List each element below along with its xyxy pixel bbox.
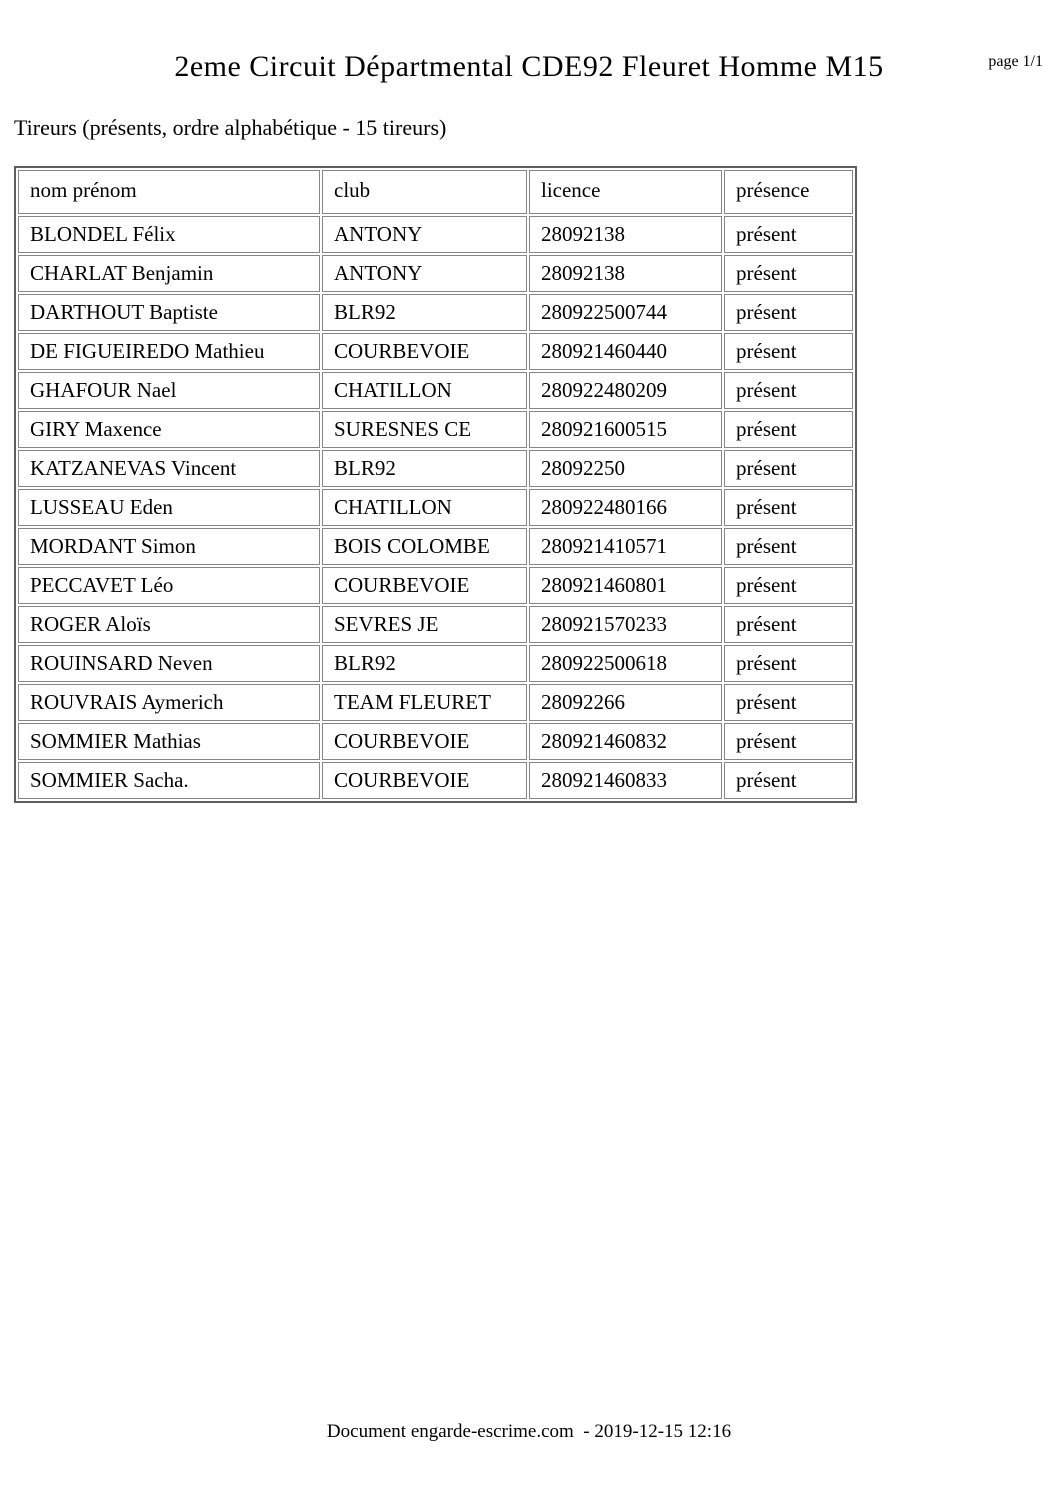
column-header-licence: licence — [529, 170, 722, 214]
cell-nom-prenom: DE FIGUEIREDO Mathieu — [18, 333, 320, 370]
cell-nom-prenom: GIRY Maxence — [18, 411, 320, 448]
cell-licence: 280921570233 — [529, 606, 722, 643]
cell-presence: présent — [724, 450, 853, 487]
table-row — [18, 411, 853, 448]
table-row — [18, 333, 853, 370]
table-row — [18, 645, 853, 682]
cell-nom-prenom: MORDANT Simon — [18, 528, 320, 565]
page-title: 2eme Circuit Départmental CDE92 Fleuret Homme M15 — [174, 50, 884, 83]
fencers-table-container — [14, 166, 857, 803]
cell-licence: 28092266 — [529, 684, 722, 721]
cell-club: COURBEVOIE — [322, 567, 527, 604]
cell-nom-prenom: GHAFOUR Nael — [18, 372, 320, 409]
cell-licence: 280922480209 — [529, 372, 722, 409]
cell-club: COURBEVOIE — [322, 333, 527, 370]
table-row — [18, 216, 853, 253]
cell-presence: présent — [724, 333, 853, 370]
cell-nom-prenom: PECCAVET Léo — [18, 567, 320, 604]
cell-club: CHATILLON — [322, 489, 527, 526]
table-row — [18, 294, 853, 331]
cell-presence: présent — [724, 606, 853, 643]
cell-presence: présent — [724, 216, 853, 253]
cell-nom-prenom: ROGER Aloïs — [18, 606, 320, 643]
fencers-table-body — [18, 216, 853, 799]
cell-nom-prenom: SOMMIER Mathias — [18, 723, 320, 760]
cell-club: ANTONY — [322, 216, 527, 253]
column-header-club: club — [322, 170, 527, 214]
cell-club: BLR92 — [322, 294, 527, 331]
column-header-nom-prenom: nom prénom — [18, 170, 320, 214]
page-number-indicator: page 1/1 — [988, 53, 1043, 70]
fencers-table — [14, 166, 857, 803]
cell-licence: 280922480166 — [529, 489, 722, 526]
table-row — [18, 606, 853, 643]
cell-presence: présent — [724, 645, 853, 682]
table-row — [18, 255, 853, 292]
cell-nom-prenom: SOMMIER Sacha. — [18, 762, 320, 799]
cell-club: COURBEVOIE — [322, 723, 527, 760]
cell-nom-prenom: BLONDEL Félix — [18, 216, 320, 253]
cell-club: BOIS COLOMBE — [322, 528, 527, 565]
cell-presence: présent — [724, 255, 853, 292]
cell-club: BLR92 — [322, 450, 527, 487]
cell-club: ANTONY — [322, 255, 527, 292]
column-header-presence: présence — [724, 170, 853, 214]
cell-club: SEVRES JE — [322, 606, 527, 643]
header-row — [18, 170, 853, 214]
cell-licence: 28092138 — [529, 255, 722, 292]
cell-presence: présent — [724, 294, 853, 331]
cell-club: CHATILLON — [322, 372, 527, 409]
cell-licence: 280921460833 — [529, 762, 722, 799]
table-row — [18, 567, 853, 604]
cell-nom-prenom: DARTHOUT Baptiste — [18, 294, 320, 331]
cell-presence: présent — [724, 411, 853, 448]
cell-presence: présent — [724, 372, 853, 409]
cell-club: TEAM FLEURET — [322, 684, 527, 721]
cell-licence: 280921460440 — [529, 333, 722, 370]
cell-nom-prenom: KATZANEVAS Vincent — [18, 450, 320, 487]
cell-nom-prenom: LUSSEAU Eden — [18, 489, 320, 526]
fencers-list-subtitle: Tireurs (présents, ordre alphabétique - 15 tireurs) — [14, 115, 447, 140]
table-row — [18, 762, 853, 799]
cell-nom-prenom: CHARLAT Benjamin — [18, 255, 320, 292]
cell-licence: 280921410571 — [529, 528, 722, 565]
table-row — [18, 372, 853, 409]
table-row — [18, 528, 853, 565]
cell-licence: 280921460832 — [529, 723, 722, 760]
cell-licence: 280921460801 — [529, 567, 722, 604]
cell-presence: présent — [724, 567, 853, 604]
cell-nom-prenom: ROUINSARD Neven — [18, 645, 320, 682]
document-footer: Document engarde-escrime.com - 2019-12-15 12:16 — [326, 1421, 732, 1442]
cell-nom-prenom: ROUVRAIS Aymerich — [18, 684, 320, 721]
cell-licence: 280921600515 — [529, 411, 722, 448]
cell-presence: présent — [724, 723, 853, 760]
cell-licence: 280922500618 — [529, 645, 722, 682]
cell-licence: 28092250 — [529, 450, 722, 487]
cell-club: COURBEVOIE — [322, 762, 527, 799]
cell-presence: présent — [724, 762, 853, 799]
cell-presence: présent — [724, 489, 853, 526]
table-row — [18, 684, 853, 721]
cell-licence: 28092138 — [529, 216, 722, 253]
table-row — [18, 450, 853, 487]
table-row — [18, 489, 853, 526]
cell-licence: 280922500744 — [529, 294, 722, 331]
cell-presence: présent — [724, 528, 853, 565]
cell-club: BLR92 — [322, 645, 527, 682]
cell-club: SURESNES CE — [322, 411, 527, 448]
cell-presence: présent — [724, 684, 853, 721]
table-row — [18, 723, 853, 760]
fencers-table-header — [18, 170, 853, 214]
